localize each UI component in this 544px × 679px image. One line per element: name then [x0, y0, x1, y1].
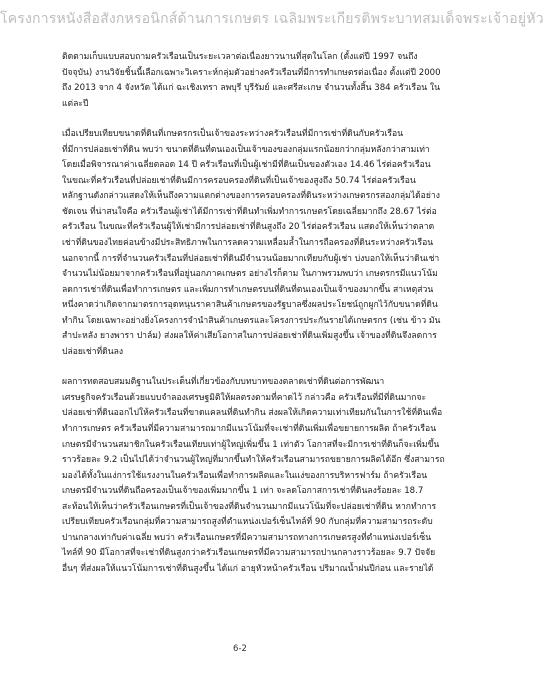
text-line: ปล่อยเช่าที่ดินลง: [62, 346, 124, 357]
text-line: ผลการทดสอบสมมติฐานในประเด็นที่เกี่ยวข้องกับบทบาทของตลาดเช่าที่ดินต่อการพัฒนา: [62, 377, 385, 388]
text-line: ติดตามเก็บแบบสอบถามครัวเรือนเป็นระยะเวลาต่อเนื่องยาวนานที่สุดในโลก (ตั้งแต่ปี 1997 จนถึง: [62, 52, 418, 62]
text-line: ปานกลางเท่ากับค่าเฉลี่ย พบว่า ครัวเรือนเกษตรที่มีความสามารถทางการเกษตรสูงที่ตำแหน่งเปอร์เซ็น: [62, 532, 432, 543]
text-line: ที่มีการปล่อยเช่าที่ดิน พบว่า ขนาดที่ดินที่ตนเองเป็นเจ้าของของกลุ่มแรกน้อยกว่ากลุ่มหลังกว่าสามเท่า: [62, 144, 430, 155]
page-number: 6-2: [233, 644, 247, 654]
paragraph: [62, 375, 445, 577]
text-line: นอกจากนี้ การที่จำนวนครัวเรือนที่ปล่อยเช่าที่ดินมีจำนวนน้อยมากเทียบกับผู้เช่า บ่งบอกให้เห็นว่าดินเช่า: [62, 253, 440, 264]
text-line: เศรษฐกิจครัวเรือนด้วยแบบจำลองเศรษฐมิติให้ผลตรงตามที่คาดไว้ กล่าวคือ ครัวเรือนที่มีที่ดินมากจะ: [62, 392, 427, 403]
text-line: หนึ่งคาดว่าเกิดจากมาตรการอุดหนุนราคาสินค้าเกษตรของรัฐบาลซึ่งผลประโยชน์ถูกผูกไว้กับขนาดที่ดิน: [62, 300, 438, 311]
text-line: อื่นๆ ที่ส่งผลให้แนวโน้มการเช่าที่ดินสูงขึ้น ได้แก่ อายุหัวหน้าครัวเรือน ปริมาณน้ำฝนปีก่อน และรายได้: [62, 563, 434, 574]
text-line: สะท้อนให้เห็นว่าครัวเรือนเกษตรที่เป็นเจ้าของที่ดินจำนวนมากมีแนวโน้มที่จะปล่อยเช่าที่ดิน หากทำการ: [62, 501, 437, 512]
text-line: เมื่อเปรียบเทียบขนาดที่ดินที่เกษตรกรเป็นเจ้าของระหว่างครัวเรือนที่มีการเช่าที่ดินกับครัวเรือน: [62, 129, 404, 140]
text-line: เกษตรมีจำนวนสมาชิกในครัวเรือนเทียบเท่าผู้ใหญ่เพิ่มขึ้น 1 เท่าตัว โอกาสที่จะมีการเช่าที่ดินก็จะเพิ่มขึ้น: [62, 439, 440, 450]
text-line: ปล่อยเช่าที่ดินออกไปให้ครัวเรือนที่ขาดแคลนที่ดินทำกิน ส่งผลให้เกิดความเท่าเทียมกันในการใช้ที่ดินเพื่อ: [62, 408, 443, 419]
text-line: ไทล์ที่ 90 มีโอกาสที่จะเช่าที่ดินสูงกว่าครัวเรือนเกษตรที่มีความสามารถปานกลางราวร้อยละ 9.7 ปัจจัย: [62, 548, 436, 559]
text-line: สำปะหลัง ยางพารา ปาล์ม) ส่งผลให้ค่าเสียโอกาสในการปล่อยเช่าที่ดินเพิ่มสูงขึ้น เจ้าของที่ดินจึงลดการ: [62, 331, 437, 342]
text-line: ทำการเกษตร ครัวเรือนที่มีความสามารถมากมีแนวโน้มที่จะเช่าที่ดินเพิ่มเพื่อขยายการผลิต ถ้าครัวเรือน: [62, 424, 437, 435]
text-line: มองได้ทั้งในแง่การใช้แรงงานในครัวเรือนเพื่อทำการผลิตและในแง่ของการบริหารฟาร์ม ถ้าครัวเรือน: [62, 470, 428, 481]
text-line: เช่าที่ดินของไทยค่อนข้างมีประสิทธิภาพในการลดความเหลื่อมล้ำในการถือครองที่ดินระหว่างครัวเรือน: [62, 238, 434, 249]
text-line: ทำกิน โดยเฉพาะอย่างยิ่งโครงการจำนำสินค้าเกษตรและโครงการประกันรายได้เกษตรกร (เช่น ข้าว มัน: [62, 315, 441, 326]
paragraph: [62, 50, 441, 112]
text-line: จำนวนไม่น้อยมาจากครัวเรือนที่อยู่นอกภาคเกษตร อย่างไรก็ตาม ในภาพรวมพบว่า เกษตรกรมีแนวโน้ม: [62, 269, 438, 280]
text-line: ปัจจุบัน) งานวิจัยชิ้นนี้เลือกเฉพาะวิเคราะห์กลุ่มตัวอย่างครัวเรือนที่มีการทำเกษตรต่อเนื่อง ตั้งแต่ปี 2000: [62, 67, 441, 78]
text-line: ถึง 2013 จาก 4 จังหวัด ได้แก่ ฉะเชิงเทรา ลพบุรี บุรีรัมย์ และศรีสะเกษ จำนวนทั้งสิ้น 384 ครัวเรือน ใน: [62, 83, 440, 94]
text-line: เปรียบเทียบครัวเรือนกลุ่มที่ความสามารถสูงที่ตำแหน่งเปอร์เซ็นไทล์ที่ 90 กับกลุ่มที่ความสามารถระดับ: [62, 517, 433, 528]
text-line: โดยเมื่อพิจารณาค่าเฉลี่ยตลอด 14 ปี ครัวเรือนที่เป็นผู้เช่ามีที่ดินเป็นของตัวเอง 14.46 ไร่ต่อครัวเรือน: [62, 160, 431, 171]
text-line: ครัวเรือน ในขณะที่ครัวเรือนผู้ให้เช่ามีการปล่อยเช่าที่ดินสูงถึง 20 ไร่ต่อครัวเรือน แสดงให้เห็นว่าตลาด: [62, 222, 435, 233]
text-line: ลดการเช่าที่ดินเพื่อทำการเกษตร และเพิ่มการทำเกษตรบนที่ดินที่ตนเองเป็นเจ้าของมากขึ้น สาเหตุส่วน: [62, 284, 434, 295]
text-line: แต่ละปี: [62, 98, 89, 109]
text-line: หลักฐานดังกล่าวแสดงให้เห็นถึงความแตกต่างของการครอบครองที่ดินระหว่างเกษตรกรสองกลุ่มได้อย่าง: [62, 191, 440, 202]
running-header: โครงการหนังสือสังกหรอนิกส์ด้านการเกษตร เฉลิมพระเกียรติพระบาทสมเด็จพระเจ้าอยู่หัว: [0, 11, 544, 27]
document-body: [62, 50, 445, 578]
paragraph: [62, 127, 441, 360]
text-line: ในขณะที่ครัวเรือนที่ปล่อยเช่าที่ดินมีการครอบครองที่ดินที่เป็นเจ้าของสูงถึง 50.74 ไร่ต่อครัวเรือน: [62, 175, 416, 186]
text-line: เกษตรมีจำนวนที่ดินถือครองเป็นเจ้าของเพิ่มมากขึ้น 1 เท่า จะลดโอกาสการเช่าที่ดินลงร้อยละ 18.7: [62, 486, 424, 497]
text-line: ชัดเจน ที่น่าสนใจคือ ครัวเรือนผู้เช่าได้มีการเช่าที่ดินทำเพิ่มทำการเกษตรโดยเฉลี่ยมากถึง 28.67 ไร่ต่อ: [62, 206, 437, 217]
text-line: ราวร้อยละ 9.2 เป็นไปได้ว่าจำนวนผู้ใหญ่ที่มากขึ้นทำให้ครัวเรือนสามารถขยายการผลิตได้อีก ซึ่งสามารถ: [62, 455, 445, 466]
